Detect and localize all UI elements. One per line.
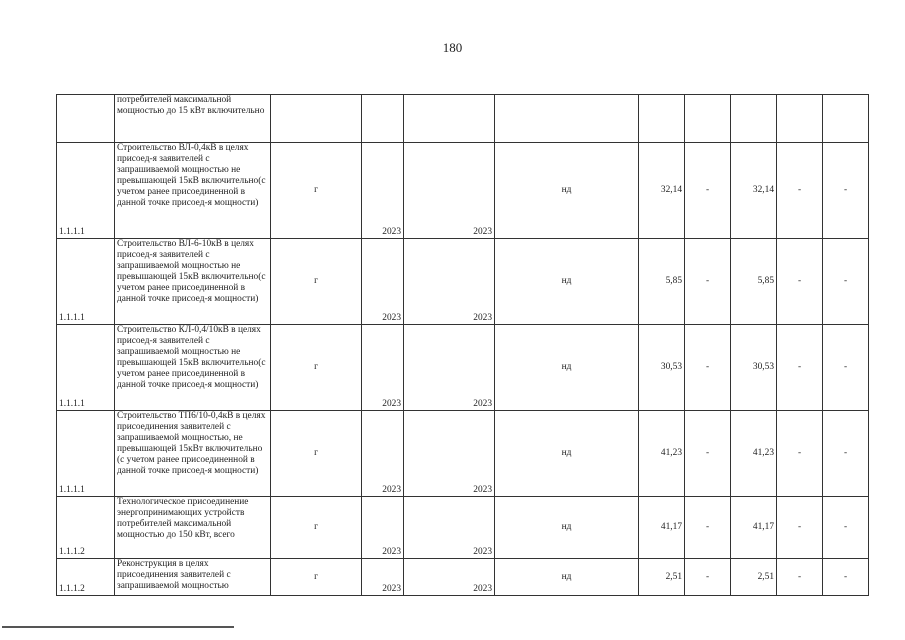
cell-value-2: 41,17 xyxy=(731,497,777,559)
cell-year-end: 2023 xyxy=(404,239,495,325)
cell-year-start: 2023 xyxy=(362,411,404,497)
cell-g: г xyxy=(271,239,362,325)
cell-name: Технологическое присоединение энергопринимающих устройств потребителей максимальной мощностью до 150 кВт, всего xyxy=(115,497,271,559)
cell-dash-3: - xyxy=(823,143,869,239)
cell-year-start: 2023 xyxy=(362,325,404,411)
cell-code: 1.1.1.1 xyxy=(57,325,115,411)
cell-dash-1: - xyxy=(685,239,731,325)
cell-value-2: 41,23 xyxy=(731,411,777,497)
cell-value-1: 41,23 xyxy=(639,411,685,497)
cell-value-1: 32,14 xyxy=(639,143,685,239)
cell-code: 1.1.1.2 xyxy=(57,559,115,596)
cell-value-2: 5,85 xyxy=(731,239,777,325)
cell-dash-3: - xyxy=(823,411,869,497)
cell-dash-2: - xyxy=(777,325,823,411)
cell-g: г xyxy=(271,143,362,239)
cell-year-start: 2023 xyxy=(362,559,404,596)
cell-value-1: 2,51 xyxy=(639,559,685,596)
cell-nd: нд xyxy=(495,239,639,325)
cell-year-end: 2023 xyxy=(404,497,495,559)
cell-dash-2: - xyxy=(777,239,823,325)
table-row xyxy=(57,497,869,559)
cell-code: 1.1.1.1 xyxy=(57,239,115,325)
cell-year-end: 2023 xyxy=(404,143,495,239)
cell-value-2: 32,14 xyxy=(731,143,777,239)
footnote-divider xyxy=(2,626,234,628)
cell-code: 1.1.1.1 xyxy=(57,411,115,497)
cell-value-1: 30,53 xyxy=(639,325,685,411)
cell-dash-3: - xyxy=(823,325,869,411)
cell-year-start: 2023 xyxy=(362,497,404,559)
cell-dash-1: - xyxy=(685,559,731,596)
page-number: 180 xyxy=(442,40,463,55)
table-row-continued xyxy=(57,95,869,143)
cell-year-end: 2023 xyxy=(404,559,495,596)
cell-dash-3: - xyxy=(823,239,869,325)
cell-value-2: 2,51 xyxy=(731,559,777,596)
table-row xyxy=(57,143,869,239)
cell-name: Строительство КЛ-0,4/10кВ в целях присоед-я заявителей с запрашиваемой мощностью не превышающей 15кВ включительно(с учетом ранее присоединенной в данной точке присоед-я мощности) xyxy=(115,325,271,411)
cell-value-1: 41,17 xyxy=(639,497,685,559)
cell-year-start: 2023 xyxy=(362,239,404,325)
table-row xyxy=(57,559,869,596)
cell-value-2: 30,53 xyxy=(731,325,777,411)
cell-year-end: 2023 xyxy=(404,325,495,411)
cell-g: г xyxy=(271,411,362,497)
cell-dash-2: - xyxy=(777,143,823,239)
cell-name: Реконструкция в целях присоединения заявителей с запрашиваемой мощностью xyxy=(115,559,271,596)
cell-dash-2: - xyxy=(777,497,823,559)
cell-dash-2: - xyxy=(777,559,823,596)
cell-dash-1: - xyxy=(685,411,731,497)
cell-name: Строительство ТП6/10-0,4кВ в целях присоединения заявителей с запрашиваемой мощностью, не превышающей 15кВт включительно (с учетом ранее присоединенной в данной точке присоед-я мощности) xyxy=(115,411,271,497)
cell-year-start: 2023 xyxy=(362,143,404,239)
cell-code: 1.1.1.2 xyxy=(57,497,115,559)
cell-nd: нд xyxy=(495,559,639,596)
table-row xyxy=(57,239,869,325)
cell-dash-3: - xyxy=(823,559,869,596)
cell-dash-1: - xyxy=(685,497,731,559)
cell-year-end: 2023 xyxy=(404,411,495,497)
cell-nd: нд xyxy=(495,411,639,497)
cell-value-1: 5,85 xyxy=(639,239,685,325)
cell-dash-1: - xyxy=(685,143,731,239)
cell-g: г xyxy=(271,559,362,596)
cell-nd: нд xyxy=(495,143,639,239)
cell-g: г xyxy=(271,497,362,559)
investment-table xyxy=(56,94,869,596)
cell-nd: нд xyxy=(495,325,639,411)
cell-code xyxy=(57,95,115,143)
cell-name: Строительство ВЛ-6-10кВ в целях присоед-я заявителей с запрашиваемой мощностью не превышающей 15кВ включительно(с учетом ранее присоединенной в данной точке присоед-я мощности) xyxy=(115,239,271,325)
cell-nd: нд xyxy=(495,497,639,559)
cell-dash-2: - xyxy=(777,411,823,497)
table-row xyxy=(57,411,869,497)
cell-dash-1: - xyxy=(685,325,731,411)
cell-dash-3: - xyxy=(823,497,869,559)
cell-name: потребителей максимальной мощностью до 15 кВт включительно xyxy=(115,95,271,143)
cell-code: 1.1.1.1 xyxy=(57,143,115,239)
cell-g: г xyxy=(271,325,362,411)
table-row xyxy=(57,325,869,411)
cell-name: Строительство ВЛ-0,4кВ в целях присоед-я заявителей с запрашиваемой мощностью не превышающей 15кВ включительно(с учетом ранее присоединенной в данной точке присоед-я мощности) xyxy=(115,143,271,239)
